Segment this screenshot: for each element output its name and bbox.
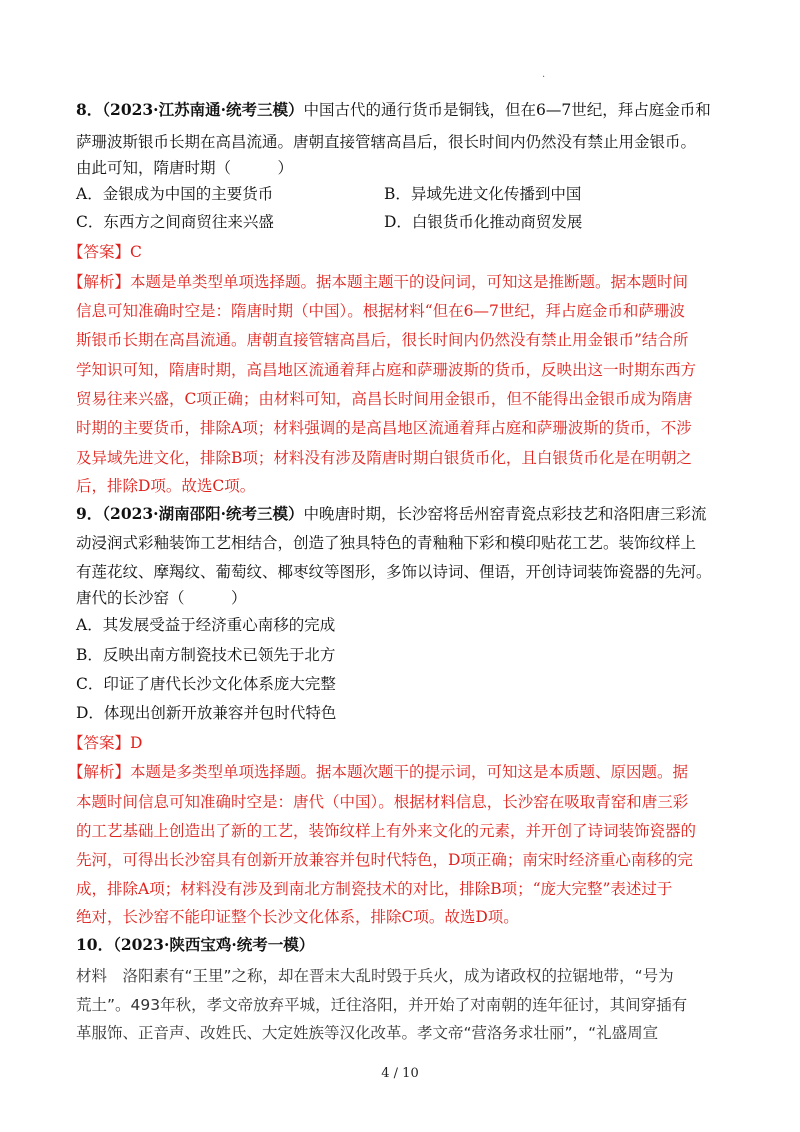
q8-answer: 【答案】C <box>68 243 142 261</box>
q9-analysis-line-3: 的工艺基础上创造出了新的工艺，装饰纹样上有外来文化的元素，并开创了诗词装饰瓷器的 <box>76 822 697 840</box>
q9-analysis-line-1: 【解析】本题是多类型单项选择题。据本题次题干的提示词，可知这是本质题、原因题。据 <box>68 763 689 781</box>
q8-stem-text-1: 中国古代的通行货币是铜钱，但在6—7世纪，拜占庭金币和 <box>303 101 711 119</box>
q9-analysis-line-6: 绝对，长沙窑不能印证整个长沙文化体系，排除C项。故选D项。 <box>76 908 519 926</box>
q8-option-a: A．金银成为中国的主要货币 <box>76 185 274 203</box>
q8-analysis-line-8: 后，排除D项。故选C项。 <box>76 477 256 495</box>
q8-stem-line-2: 萨珊波斯银币长期在高昌流通。唐朝直接管辖高昌后，很长时间内仍然没有禁止用金银币。 <box>76 133 697 151</box>
q9-option-a: A．其发展受益于经济重心南移的完成 <box>76 616 336 634</box>
q8-analysis-line-3: 斯银币长期在高昌流通。唐朝直接管辖高昌后，很长时间内仍然没有禁止用金银币”结合所 <box>76 331 689 349</box>
q9-number: 9． <box>76 504 103 523</box>
q10-source: （2023·陕西宝鸡·统考一模） <box>113 935 315 954</box>
q8-analysis-line-5: 贸易往来兴盛，C项正确；由材料可知，高昌长时间用金银币，但不能得出金银币成为隋唐 <box>76 390 693 408</box>
q8-analysis-line-6: 时期的主要货币，排除A项；材料强调的是高昌地区流通着拜占庭和萨珊波斯的货币，不涉 <box>76 419 692 437</box>
q9-stem-line-2: 动浸润式彩釉装饰工艺相结合，创造了独具特色的青釉釉下彩和模印贴花工艺。装饰纹样上 <box>76 534 697 552</box>
q10-header <box>76 934 730 956</box>
top-mark: · <box>542 72 546 83</box>
page-number: 4 / 10 <box>381 1066 419 1081</box>
q10-material-line-3: 革服饰、正音声、改姓氏、大定姓族等汉化改革。孝文帝“营洛务求壮丽”，“礼盛周宣 <box>76 1024 659 1042</box>
q9-analysis-line-4: 先河，可得出长沙窑具有创新开放兼容并包时代特色，D项正确；南宋时经济重心南移的完 <box>76 851 693 869</box>
q8-number: 8． <box>76 100 103 119</box>
q9-option-c: C．印证了唐代长沙文化体系庞大完整 <box>76 675 336 693</box>
q9-stem-line-3: 有莲花纹、摩羯纹、葡萄纹、椰枣纹等图形，多饰以诗词、俚语，开创诗词装饰瓷器的先河。 <box>76 563 712 581</box>
q9-answer: 【答案】D <box>68 734 143 752</box>
q9-option-b: B．反映出南方制瓷技术已领先于北方 <box>76 646 336 664</box>
q9-option-d: D．体现出创新开放兼容并包时代特色 <box>76 704 337 722</box>
q8-option-b: B．异域先进文化传播到中国 <box>384 185 582 203</box>
q10-material-line-1: 材料 洛阳素有“王里”之称，却在晋末大乱时毁于兵火，成为诸政权的拉锯地带，“号为 <box>76 967 674 985</box>
q9-stem-line-4: 唐代的长沙窑（ ） <box>76 589 247 607</box>
q8-source: （2023·江苏南通·统考三模） <box>102 100 304 119</box>
q9-source: （2023·湖南邵阳·统考三模） <box>102 504 304 523</box>
q10-material-line-2: 荒土”。493年秋，孝文帝放弃平城，迁往洛阳，并开始了对南朝的连年征讨，其间穿插有 <box>76 996 688 1014</box>
q8-analysis-line-4: 学知识可知，隋唐时期，高昌地区流通着拜占庭和萨珊波斯的货币，反映出这一时期东西方 <box>76 361 697 379</box>
q9-stem-text-1: 中晚唐时期，长沙窑将岳州窑青瓷点彩技艺和洛阳唐三彩流 <box>303 505 707 523</box>
q8-stem-line-1 <box>76 99 730 121</box>
q8-option-c: C．东西方之间商贸往来兴盛 <box>76 213 274 231</box>
q8-stem-line-3: 由此可知，隋唐时期（ ） <box>76 159 294 177</box>
q8-analysis-line-2: 信息可知准确时空是：隋唐时期（中国）。根据材料“但在6—7世纪，拜占庭金币和萨珊波 <box>76 302 685 320</box>
q9-analysis-line-5: 成，排除A项；材料没有涉及到南北方制瓷技术的对比，排除B项；“庞大完整”表述过于 <box>76 880 673 898</box>
q8-analysis-line-7: 及异域先进文化，排除B项；材料没有涉及隋唐时期白银货币化，且白银货币化是在明朝之 <box>76 449 692 467</box>
q8-analysis-line-1: 【解析】本题是单类型单项选择题。据本题主题干的设问词，可知这是推断题。据本题时间 <box>68 273 689 291</box>
q9-stem-line-1 <box>76 503 730 525</box>
q10-number: 10． <box>76 935 114 954</box>
q8-option-d: D．白银货币化推动商贸发展 <box>384 213 583 231</box>
q9-analysis-line-2: 本题时间信息可知准确时空是：唐代（中国）。根据材料信息，长沙窑在吸取青窑和唐三彩 <box>76 793 689 811</box>
